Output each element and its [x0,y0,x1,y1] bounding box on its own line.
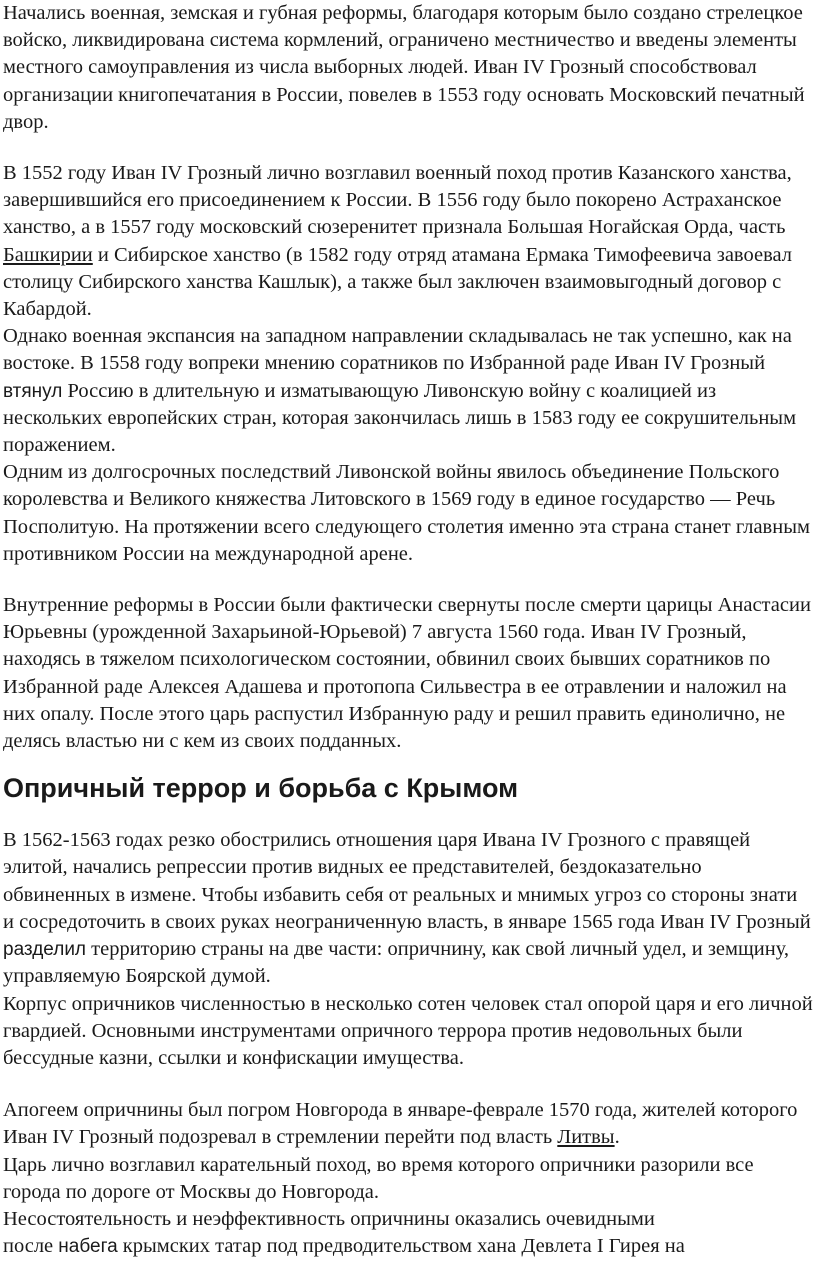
paragraph-novgorod-text-2: . [614,1126,620,1149]
paragraph-crimean-text-1: после [3,1235,59,1258]
paragraph-conquests-text-1: В 1552 году Иван IV Грозный лично возглавил военный поход против Казанского ханства, завершившийся его присоединением к России. В 1556 году было покорено Астраханское ханство, а в 1557 году московский сюзеренитет признала Большая Ногайская Орда, часть [3,162,792,239]
paragraph-oprichnina-text-2: территорию страны на две части: опричнину, как свой личный удел, и земщину, управляемую Боярской думой. [3,938,790,988]
paragraph-oprichnina-text-1: В 1562-1563 годах резко обострились отношения царя Ивана IV Грозного с правящей элитой, начались репрессии против видных ее представителей, бездоказательно обвиненных в измене. Чтобы избавить себя от реальных и мнимых угроз со стороны знати и сосредоточить в своих руках неограниченную власть, в январе 1565 года Иван IV Грозный [3,829,811,933]
link-bashkiria[interactable]: Башкирии [3,243,93,266]
paragraph-conquests [3,160,813,323]
word-razdelil: разделил [3,939,87,961]
paragraph-novgorod [3,1097,813,1151]
link-litva[interactable]: Литвы [557,1126,615,1149]
heading-spacer-top [3,755,813,771]
document-page [3,0,813,1260]
paragraph-livonian-text-1: Однако военная экспансия на западном направлении складывалась не так успешно, как на востоке. В 1558 году вопреки мнению соратников по Избранной раде Иван IV Грозный [3,325,792,375]
paragraph-livonian-text-2: Россию в длительную и изматывающую Ливонскую войну с коалицией из нескольких европейских стран, которая закончилась лишь в 1583 году ее сокрушительным поражением. [3,379,797,457]
word-vtyanul: втянул [3,380,63,402]
paragraph-novgorod-text-1: Апогеем опричнины был погром Новгорода в январе-феврале 1570 года, жителей которого Иван IV Грозный подозревал в стремлении перейти под власть [3,1099,798,1149]
paragraph-crimean-text-2: крымских татар под предводительством хана Девлета I Гирея на [117,1235,685,1258]
paragraph-rzeczpospolita: Одним из долгосрочных последствий Ливонской войны явилось объединение Польского королевства и Великого княжества Литовского в 1569 году в единое государство — Речь Посполитую. На протяжении всего следующего столетия именно эта страна станет главным противником России на международной арене. [3,461,810,565]
paragraph-spacer [3,136,813,160]
paragraph-conquests-text-2: и Сибирское ханство (в 1582 году отряд атамана Ермака Тимофеевича завоевал столицу Сибирского ханства Кашлык), а также был заключен взаимовыгодный договор с Кабардой. [3,243,792,321]
section-heading: Опричный террор и борьба с Крымом [3,773,519,804]
paragraph-spacer [3,568,813,592]
paragraph-oprichniki-corps: Корпус опричников численностью в несколько сотен человек стал опорой царя и его личной гвардией. Основными инструментами опричного террора против недовольных были бессудные казни, ссылки и конфискации имущества. [3,992,813,1069]
paragraph-punitive-campaign: Царь лично возглавил карательный поход, во время которого опричники разорили все города по дороге от Москвы до Новгорода. [3,1153,754,1203]
paragraph-oprichnina [3,827,813,990]
paragraph-internal-reforms: Внутренние реформы в России были фактически свернуты после смерти царицы Анастасии Юрьевны (урожденной Захарьиной-Юрьевой) 7 августа 1560 года. Иван IV Грозный, находясь в тяжелом психологическом состоянии, обвинил своих бывших соратников по Избранной раде Алексея Адашева и протопопа Сильвестра в ее отравлении и наложил на них опалу. После этого царь распустил Избранную раду и решил править единолично, не делясь властью ни с кем из своих подданных. [3,594,811,753]
paragraph-spacer [3,1072,813,1097]
heading-spacer-bottom [3,805,813,827]
paragraph-crimean-raid [3,1206,813,1260]
word-nabega: набега [58,1236,118,1258]
paragraph-crimean-line-1: Несостоятельность и неэффективность опричнины оказались очевидными [3,1207,655,1230]
paragraph-livonian-war [3,323,813,459]
paragraph-reforms: Начались военная, земская и губная реформы, благодаря которым было создано стрелецкое войско, ликвидирована система кормлений, ограничено местничество и введены элементы местного самоуправления из числа выборных людей. Иван IV Грозный способствовал организации книгопечатания в России, повелев в 1553 году основать Московский печатный двор. [3,2,805,133]
